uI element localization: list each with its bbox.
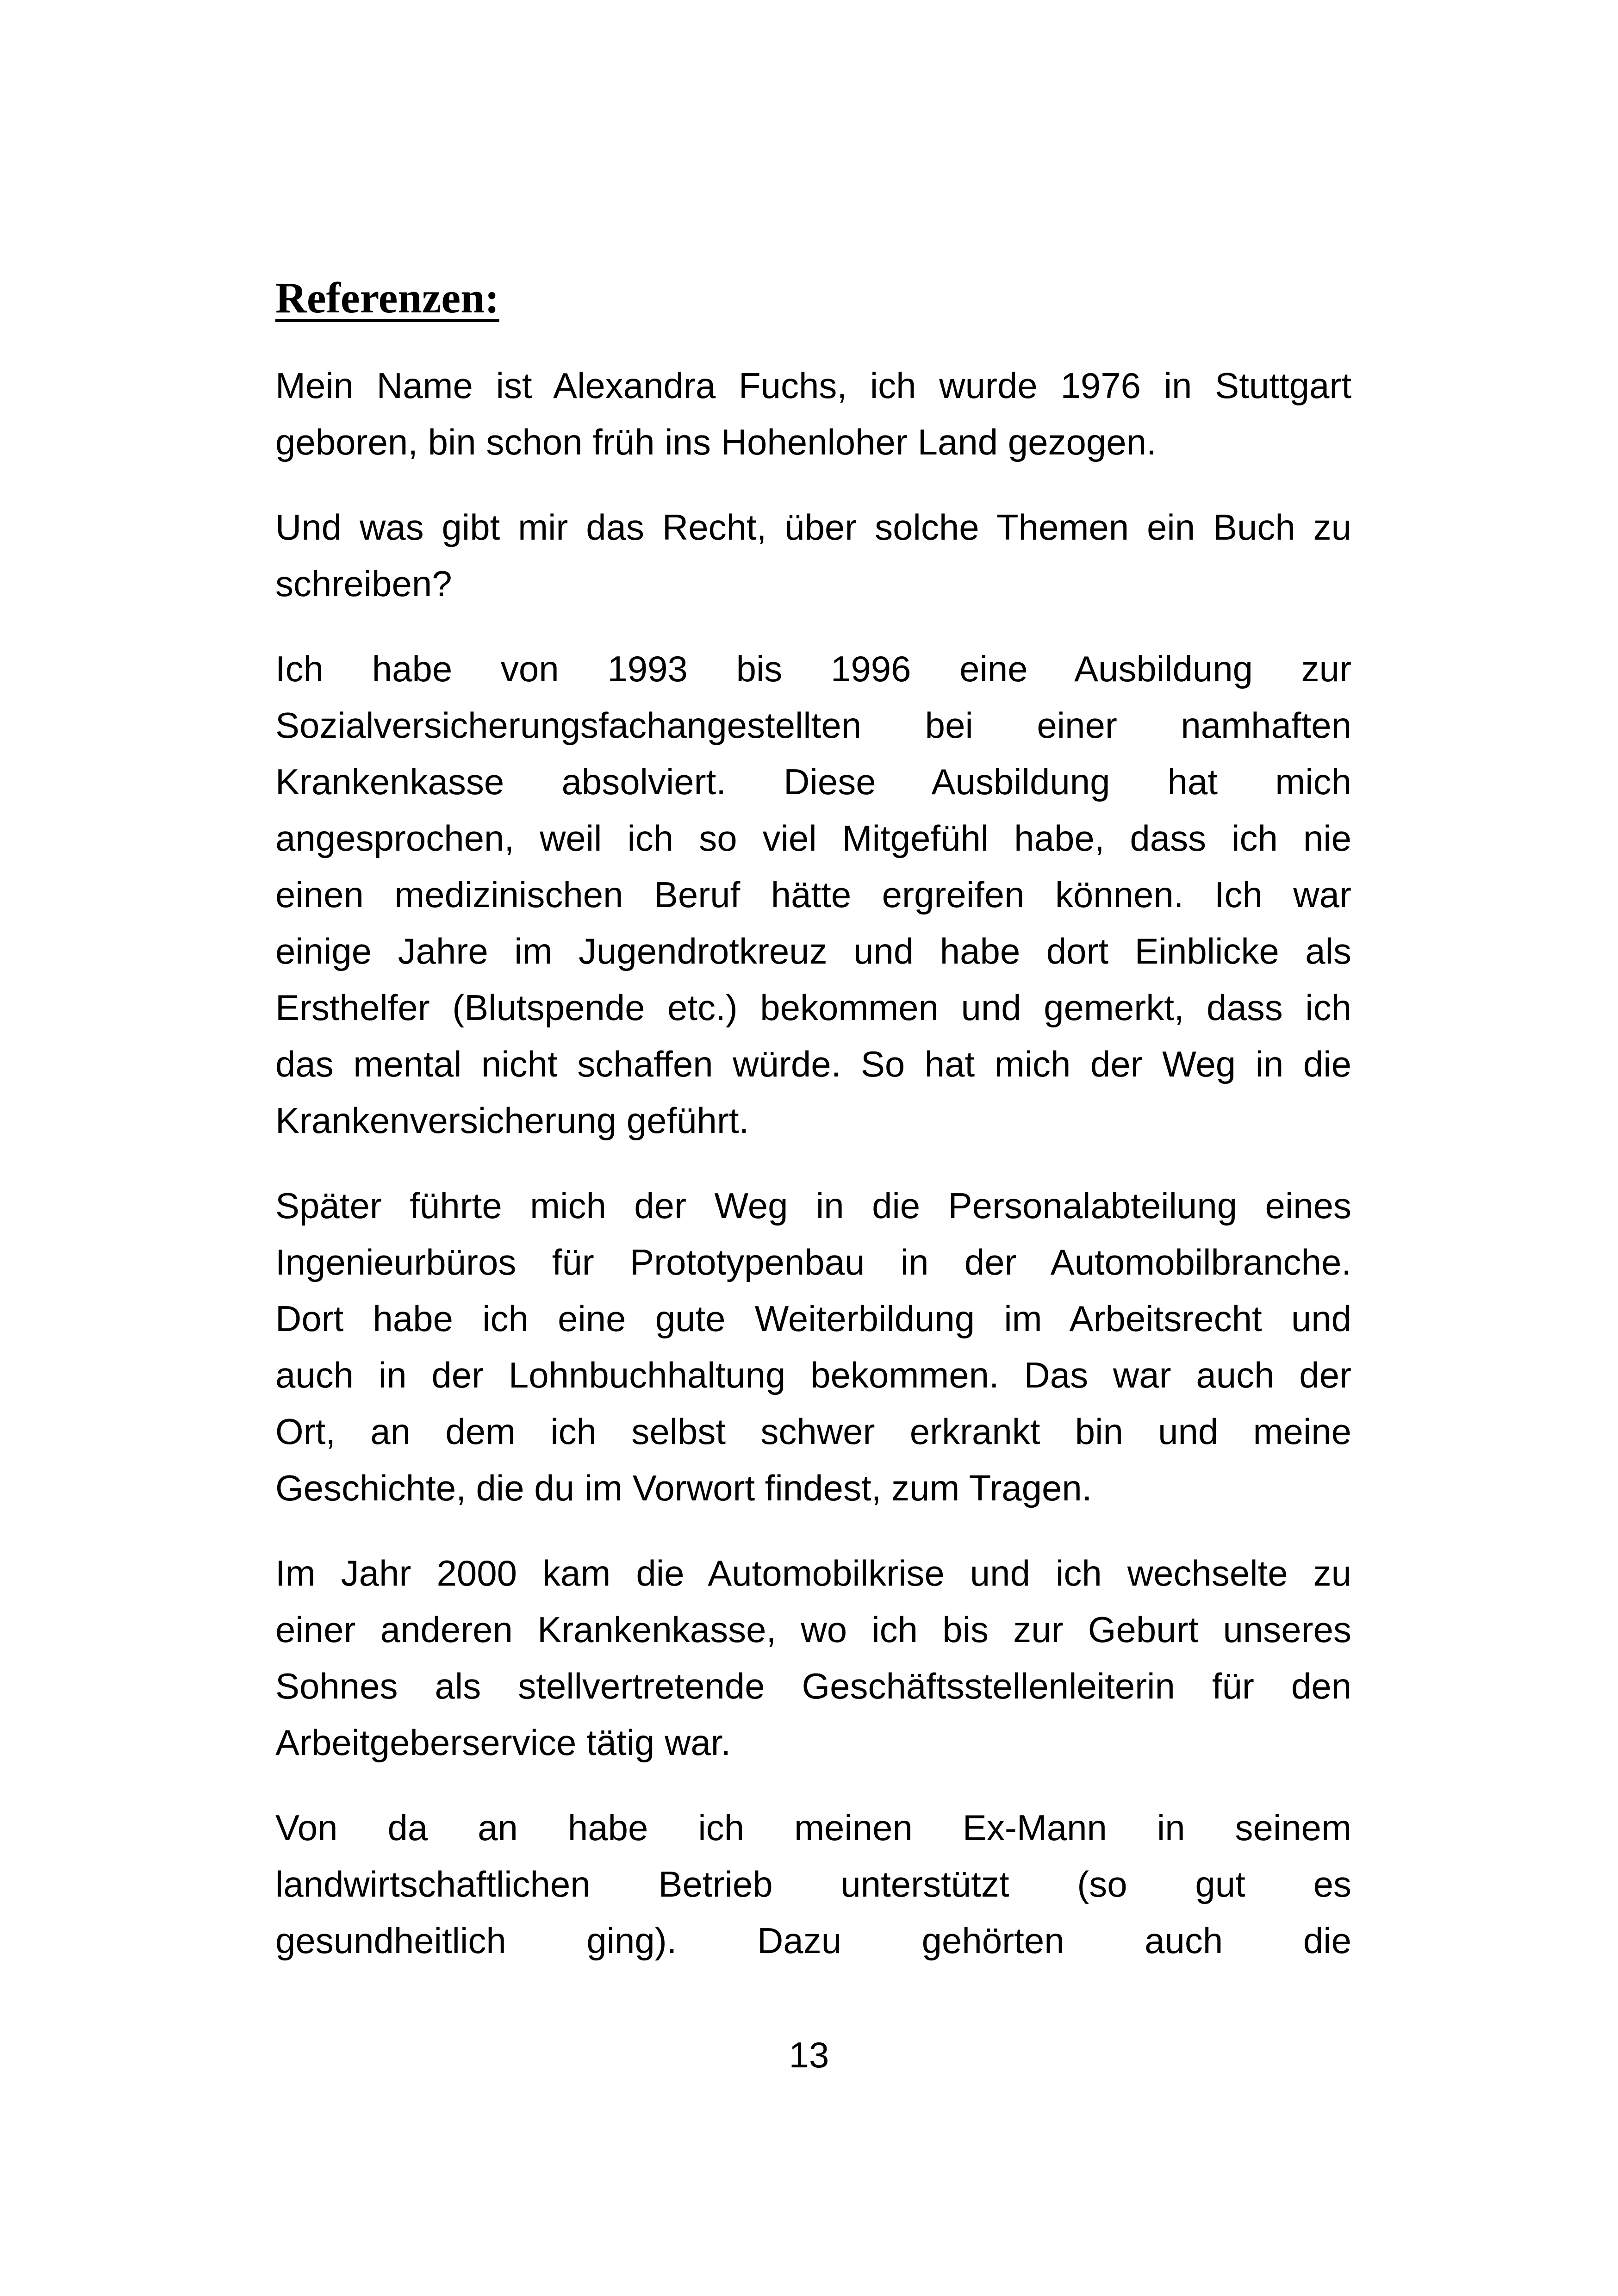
text-line: Ersthelfer (Blutspende etc.) bekommen und gemerkt, dass ich [275, 987, 1351, 1028]
text-line: Krankenversicherung geführt. [275, 1100, 749, 1141]
page-heading: Referenzen: [275, 274, 499, 322]
paragraph [275, 1177, 1351, 1516]
paragraph [275, 1545, 1351, 1771]
text-line: einer anderen Krankenkasse, wo ich bis zur Geburt unseres [275, 1609, 1351, 1650]
text-line: angesprochen, weil ich so viel Mitgefühl habe, dass ich nie [275, 818, 1351, 859]
text-line: Von da an habe ich meinen Ex-Mann in seinem [275, 1807, 1351, 1848]
text-line: einen medizinischen Beruf hätte ergreifen können. Ich war [275, 874, 1351, 915]
text-line: Ingenieurbüros für Prototypenbau in der Automobilbranche. [275, 1242, 1351, 1282]
page-number: 13 [789, 2035, 829, 2075]
text-line: Im Jahr 2000 kam die Automobilkrise und ich wechselte zu [275, 1553, 1351, 1593]
text-line: Arbeitgeberservice tätig war. [275, 1722, 731, 1763]
text-line: Später führte mich der Weg in die Personalabteilung eines [275, 1185, 1351, 1226]
text-line: Ort, an dem ich selbst schwer erkrankt bin und meine [275, 1411, 1351, 1452]
text-line: landwirtschaftlichen Betrieb unterstützt (so gut es [275, 1864, 1351, 1904]
text-line: Und was gibt mir das Recht, über solche Themen ein Buch zu [275, 507, 1351, 548]
text-line: Dort habe ich eine gute Weiterbildung im Arbeitsrecht und [275, 1298, 1351, 1339]
text-line: Mein Name ist Alexandra Fuchs, ich wurde 1976 in Stuttgart [275, 365, 1351, 406]
paragraph [275, 641, 1351, 1149]
text-line: Sohnes als stellvertretende Geschäftsstellenleiterin für den [275, 1666, 1351, 1706]
text-line: gesundheitlich ging). Dazu gehörten auch die [275, 1920, 1351, 1961]
text-line: schreiben? [275, 563, 452, 604]
paragraph [275, 499, 1351, 612]
text-line: das mental nicht schaffen würde. So hat mich der Weg in die [275, 1044, 1351, 1084]
text-line: geboren, bin schon früh ins Hohenloher Land gezogen. [275, 422, 1157, 462]
text-line: Ich habe von 1993 bis 1996 eine Ausbildung zur [275, 648, 1351, 689]
text-line: Sozialversicherungsfachangestellten bei einer namhaften [275, 705, 1351, 746]
text-line: Geschichte, die du im Vorwort findest, zum Tragen. [275, 1468, 1092, 1508]
paragraph [275, 1799, 1351, 1969]
text-line: einige Jahre im Jugendrotkreuz und habe dort Einblicke als [275, 931, 1351, 971]
body-text [275, 357, 1351, 1997]
text-line: auch in der Lohnbuchhaltung bekommen. Das war auch der [275, 1355, 1351, 1395]
text-line: Krankenkasse absolviert. Diese Ausbildung hat mich [275, 761, 1351, 802]
paragraph [275, 357, 1351, 470]
